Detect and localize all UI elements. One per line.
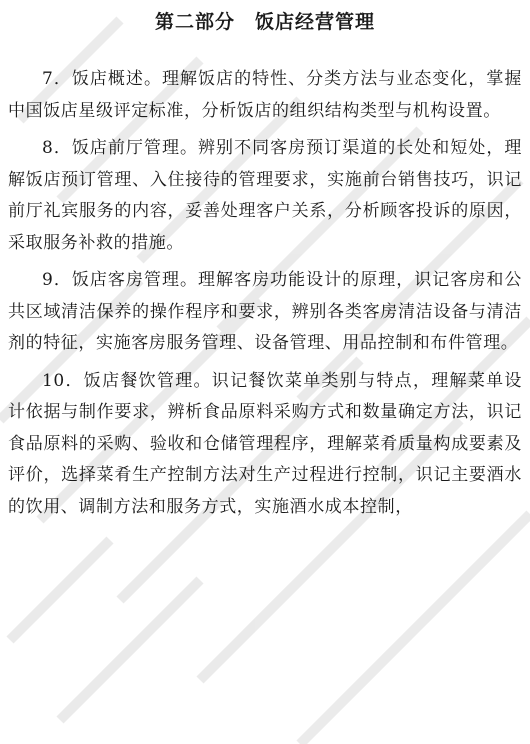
paragraph-10: 10．饭店餐饮管理。识记餐饮菜单类别与特点，理解菜单设计依据与制作要求，辨析食品原料采购方式和数量确定方法，识记食品原料的采购、验收和仓储管理程序，理解菜肴质量构成要素及评价，选择菜肴生产控制方法对生产过程进行控制，识记主要酒水的饮用、调制方法和服务方式，实施酒水成本控制， <box>8 370 522 517</box>
section-title: 第二部分 饭店经营管理 <box>154 11 375 33</box>
paragraph-9: 9．饭店客房管理。理解客房功能设计的原理，识记客房和公共区域清洁保养的操作程序和要求，辨别各类客房清洁设备与清洁剂的特征，实施客房服务管理、设备管理、用品控制和布件管理。 <box>8 270 522 353</box>
paragraph-7: 7．饭店概述。理解饭店的特性、分类方法与业态变化，掌握中国饭店星级评定标准，分析饭店的组织结构类型与机构设置。 <box>8 69 522 121</box>
paragraph-8: 8．饭店前厅管理。辨别不同客房预订渠道的长处和短处，理解饭店预订管理、入住接待的管理要求，实施前台销售技巧，识记前厅礼宾服务的内容，妥善处理客户关系，分析顾客投诉的原因，采取服务补救的措施。 <box>8 138 522 253</box>
